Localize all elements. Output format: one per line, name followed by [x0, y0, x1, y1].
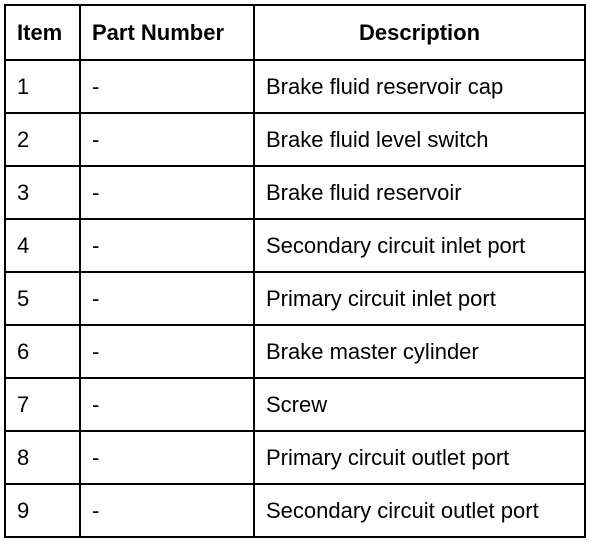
description-cell: Secondary circuit outlet port — [254, 484, 585, 537]
column-header-description: Description — [254, 5, 585, 60]
item-cell: 2 — [5, 113, 80, 166]
item-cell: 6 — [5, 325, 80, 378]
part-number-cell: - — [80, 166, 254, 219]
item-cell: 3 — [5, 166, 80, 219]
header-row — [5, 5, 585, 60]
part-number-cell: - — [80, 378, 254, 431]
description-cell: Primary circuit outlet port — [254, 431, 585, 484]
part-number-cell: - — [80, 325, 254, 378]
part-number-cell: - — [80, 431, 254, 484]
description-cell: Screw — [254, 378, 585, 431]
description-cell: Brake fluid level switch — [254, 113, 585, 166]
item-cell: 7 — [5, 378, 80, 431]
item-cell: 9 — [5, 484, 80, 537]
table-row — [5, 166, 585, 219]
table-row — [5, 60, 585, 113]
table-row — [5, 484, 585, 537]
part-number-cell: - — [80, 484, 254, 537]
table-row — [5, 325, 585, 378]
table-row — [5, 272, 585, 325]
table-row — [5, 219, 585, 272]
description-cell: Brake fluid reservoir cap — [254, 60, 585, 113]
parts-table — [4, 4, 586, 538]
table-row — [5, 113, 585, 166]
part-number-cell: - — [80, 113, 254, 166]
table-row — [5, 378, 585, 431]
part-number-cell: - — [80, 272, 254, 325]
column-header-item: Item — [5, 5, 80, 60]
item-cell: 4 — [5, 219, 80, 272]
part-number-cell: - — [80, 219, 254, 272]
description-cell: Primary circuit inlet port — [254, 272, 585, 325]
part-number-cell: - — [80, 60, 254, 113]
item-cell: 5 — [5, 272, 80, 325]
item-cell: 8 — [5, 431, 80, 484]
description-cell: Secondary circuit inlet port — [254, 219, 585, 272]
description-cell: Brake fluid reservoir — [254, 166, 585, 219]
item-cell: 1 — [5, 60, 80, 113]
column-header-part-number: Part Number — [80, 5, 254, 60]
description-cell: Brake master cylinder — [254, 325, 585, 378]
table-row — [5, 431, 585, 484]
